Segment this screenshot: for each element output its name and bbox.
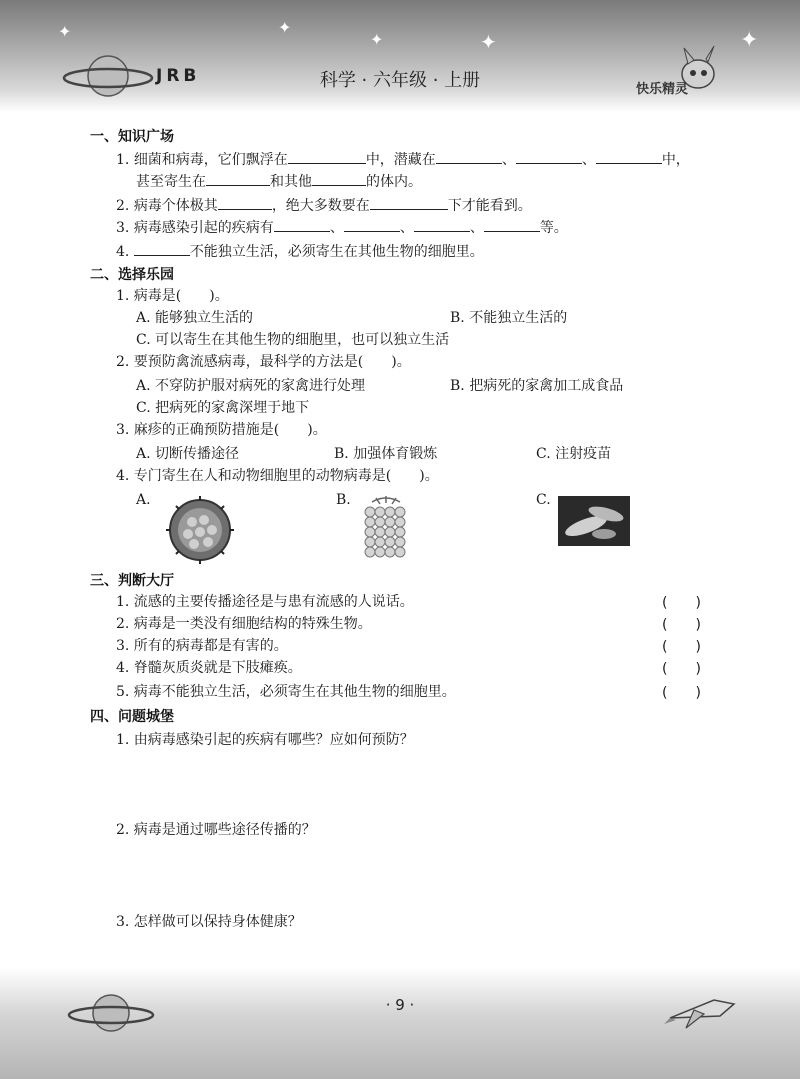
page-title: 科学 · 六年级 · 上册 bbox=[319, 70, 481, 91]
brand-logo: JRB bbox=[156, 66, 201, 86]
question-text: 病毒个体极其 bbox=[133, 198, 218, 214]
option-b[interactable]: B. 把病死的家禽加工成食品 bbox=[450, 378, 624, 394]
question-number: 3. bbox=[116, 220, 130, 236]
star-icon: ✦ bbox=[370, 30, 384, 49]
question-text: 不能独立生活，必须寄生在其他生物的细胞里。 bbox=[189, 244, 484, 260]
answer-blank[interactable] bbox=[134, 240, 190, 256]
question-text: 、 bbox=[469, 220, 484, 236]
planet-icon bbox=[66, 988, 156, 1038]
answer-blank[interactable] bbox=[218, 194, 272, 210]
choice-question-3: 3. 麻疹的正确预防措施是( )。 bbox=[116, 422, 327, 438]
judge-item-2: 2. 病毒是一类没有细胞结构的特殊生物。 bbox=[116, 616, 372, 632]
star-icon: ✦ bbox=[58, 22, 72, 41]
answer-blank[interactable] bbox=[516, 148, 582, 164]
answer-blank[interactable] bbox=[288, 148, 366, 164]
answer-paren[interactable]: ( ) bbox=[662, 661, 701, 677]
question-text: 的体内。 bbox=[366, 174, 422, 190]
star-icon: ✦ bbox=[480, 30, 497, 54]
page-number: · 9 · bbox=[385, 996, 415, 1014]
answer-paren[interactable]: ( ) bbox=[662, 595, 701, 611]
answer-blank[interactable] bbox=[274, 216, 330, 232]
fill-question-2 bbox=[116, 194, 532, 216]
option-c[interactable]: C. bbox=[536, 492, 551, 508]
answer-blank[interactable] bbox=[596, 148, 662, 164]
open-question-3: 3. 怎样做可以保持身体健康？ bbox=[116, 914, 302, 930]
fill-question-1 bbox=[116, 148, 690, 170]
question-number: 1. bbox=[116, 152, 130, 168]
judge-item-4: 4. 脊髓灰质炎就是下肢瘫痪。 bbox=[116, 660, 302, 676]
star-icon: ✦ bbox=[740, 28, 759, 53]
option-c[interactable]: C. 注射疫苗 bbox=[536, 446, 612, 462]
choice-question-1: 1. 病毒是( )。 bbox=[116, 288, 229, 304]
question-text: 中，潜藏在 bbox=[365, 152, 436, 168]
section-heading-4: 四、问题城堡 bbox=[90, 709, 174, 725]
option-a[interactable]: A. 不穿防护服对病死的家禽进行处理 bbox=[136, 378, 366, 394]
star-icon: ✦ bbox=[278, 18, 292, 37]
question-text: 中， bbox=[661, 152, 690, 168]
question-text: 、 bbox=[501, 152, 516, 168]
choice-question-4: 4. 专门寄生在人和动物细胞里的动物病毒是( )。 bbox=[116, 468, 439, 484]
option-a[interactable]: A. bbox=[136, 492, 151, 508]
virus-image-b bbox=[356, 494, 416, 566]
question-text: 、 bbox=[581, 152, 596, 168]
open-question-1: 1. 由病毒感染引起的疾病有哪些？应如何预防？ bbox=[116, 732, 414, 748]
question-text: 下才能看到。 bbox=[447, 198, 532, 214]
option-a[interactable]: A. 切断传播途径 bbox=[136, 446, 240, 462]
question-number: 2. bbox=[116, 198, 130, 214]
option-c[interactable]: C. 把病死的家禽深埋于地下 bbox=[136, 400, 310, 416]
question-text: 、 bbox=[399, 220, 414, 236]
answer-paren[interactable]: ( ) bbox=[662, 617, 701, 633]
question-text: ，绝大多数要在 bbox=[271, 198, 370, 214]
answer-blank[interactable] bbox=[206, 170, 270, 186]
virus-image-a bbox=[160, 494, 240, 564]
section-heading-1: 一、知识广场 bbox=[90, 129, 174, 145]
judge-item-1: 1. 流感的主要传播途径是与患有流感的人说话。 bbox=[116, 594, 414, 610]
answer-blank[interactable] bbox=[436, 148, 502, 164]
question-number: 4. bbox=[116, 244, 130, 260]
mascot-label: 快乐精灵 bbox=[636, 82, 689, 97]
question-text: 和其他 bbox=[270, 174, 312, 190]
judge-item-5: 5. 病毒不能独立生活，必须寄生在其他生物的细胞里。 bbox=[116, 684, 456, 700]
answer-blank[interactable] bbox=[344, 216, 400, 232]
option-c[interactable]: C. 可以寄生在其他生物的细胞里，也可以独立生活 bbox=[136, 332, 450, 348]
planet-icon bbox=[62, 50, 154, 102]
answer-blank[interactable] bbox=[370, 194, 448, 210]
choice-question-2: 2. 要预防禽流感病毒，最科学的方法是( )。 bbox=[116, 354, 411, 370]
option-b[interactable]: B. bbox=[336, 492, 351, 508]
judge-item-3: 3. 所有的病毒都是有害的。 bbox=[116, 638, 288, 654]
question-text: 甚至寄生在 bbox=[136, 174, 206, 190]
answer-blank[interactable] bbox=[414, 216, 470, 232]
question-text: 病毒感染引起的疾病有 bbox=[133, 220, 274, 236]
question-text: 、 bbox=[329, 220, 344, 236]
fill-question-1-cont bbox=[136, 170, 422, 192]
option-a[interactable]: A. 能够独立生活的 bbox=[136, 310, 254, 326]
space-shuttle-icon bbox=[664, 988, 740, 1034]
virus-image-c bbox=[558, 496, 630, 546]
option-b[interactable]: B. 不能独立生活的 bbox=[450, 310, 568, 326]
section-heading-2: 二、选择乐园 bbox=[90, 267, 174, 283]
open-question-2: 2. 病毒是通过哪些途径传播的？ bbox=[116, 822, 316, 838]
fill-question-3 bbox=[116, 216, 568, 238]
answer-blank[interactable] bbox=[312, 170, 366, 186]
answer-blank[interactable] bbox=[484, 216, 540, 232]
answer-paren[interactable]: ( ) bbox=[662, 685, 701, 701]
question-text: 等。 bbox=[539, 220, 568, 236]
answer-paren[interactable]: ( ) bbox=[662, 639, 701, 655]
option-b[interactable]: B. 加强体育锻炼 bbox=[334, 446, 438, 462]
fill-question-4 bbox=[116, 240, 484, 262]
question-text: 细菌和病毒，它们飘浮在 bbox=[133, 152, 288, 168]
section-heading-3: 三、判断大厅 bbox=[90, 573, 174, 589]
